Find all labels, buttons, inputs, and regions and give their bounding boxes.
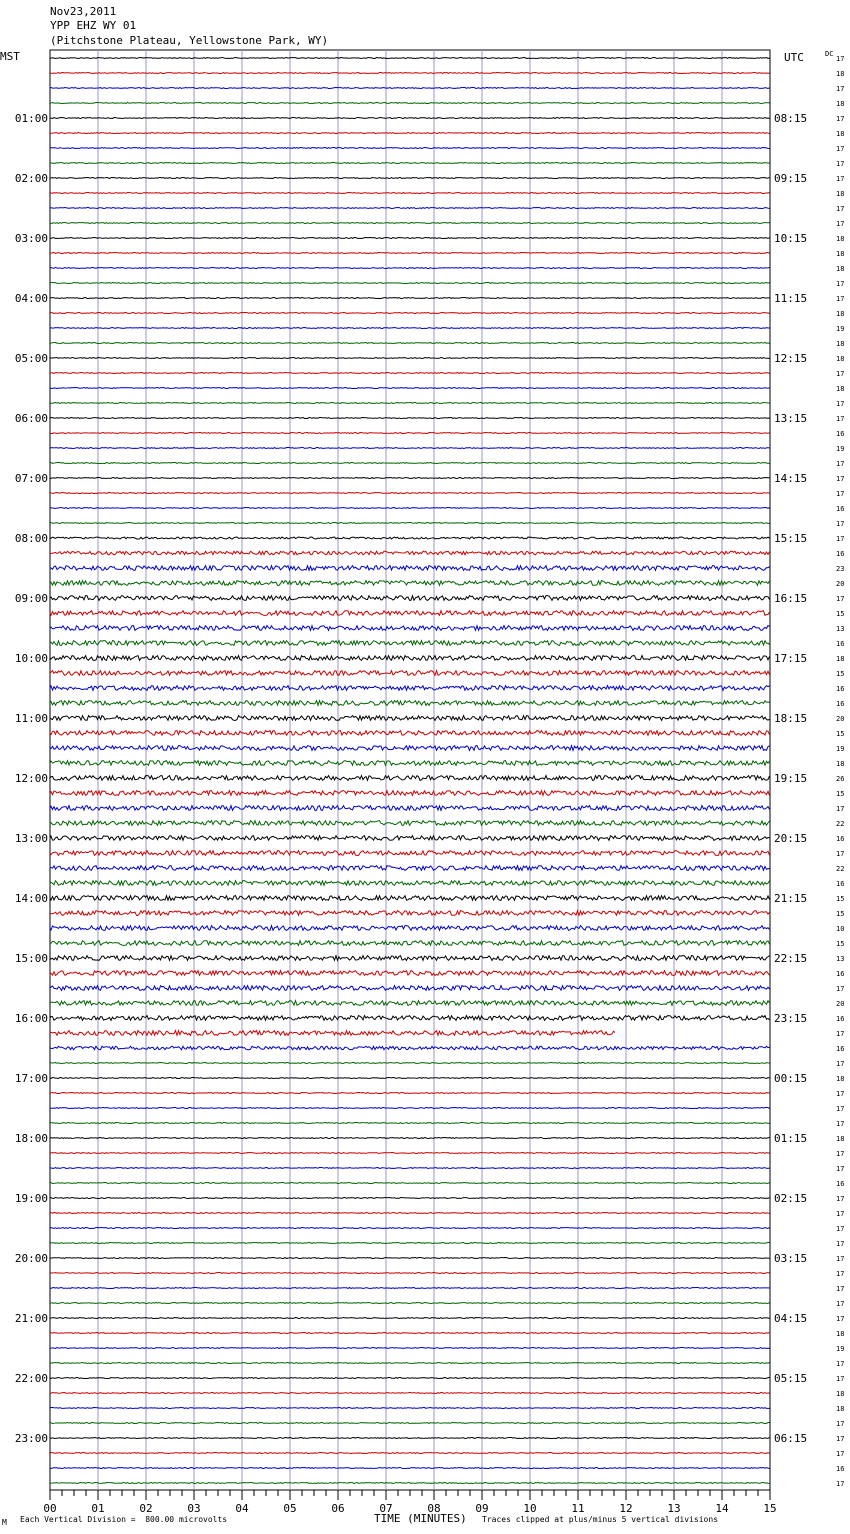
trace-line (50, 611, 770, 616)
trace-line (50, 1183, 770, 1184)
dc-offset-label: 18 (836, 1390, 845, 1398)
dc-offset-label: 18 (836, 310, 845, 318)
trace-line (50, 1393, 770, 1394)
dc-offset-label: 23 (836, 565, 845, 573)
trace-line (50, 746, 770, 751)
trace-line (50, 581, 770, 586)
trace-line (50, 566, 770, 571)
trace-line (50, 671, 770, 676)
station-location: (Pitchstone Plateau, Yellowstone Park, WY) (50, 34, 329, 47)
scale-note: Each Vertical Division = 800.00 microvolts (20, 1515, 228, 1524)
dc-offset-label: 15 (836, 670, 845, 678)
trace-line (50, 761, 770, 766)
mst-hour-label: 16:00 (14, 1012, 48, 1025)
trace-line (50, 896, 770, 901)
station-code: YPP EHZ WY 01 (50, 19, 137, 32)
dc-offset-label: 17 (836, 460, 845, 468)
mst-hour-label: 09:00 (14, 592, 48, 605)
x-tick-label: 06 (331, 1502, 345, 1515)
x-tick-label: 07 (379, 1502, 393, 1515)
trace-line (50, 596, 770, 601)
trace-line (50, 223, 770, 224)
dc-offset-label: 17 (836, 1120, 845, 1128)
dc-offset-label: 18 (836, 355, 845, 363)
dc-offset-label: 17 (836, 1420, 845, 1428)
utc-hour-label: 14:15 (774, 472, 808, 485)
dc-offset-label: 15 (836, 910, 845, 918)
trace-line (50, 268, 770, 269)
utc-hour-label: 22:15 (774, 952, 808, 965)
x-tick-label: 12 (619, 1502, 633, 1515)
x-tick-label: 09 (475, 1502, 489, 1515)
dc-offset-label: 18 (836, 250, 845, 258)
dc-offset-label: 15 (836, 730, 845, 738)
trace-line (50, 118, 770, 119)
dc-offset-label: 17 (836, 1315, 845, 1323)
utc-hour-label: 23:15 (774, 1012, 808, 1025)
dc-offset-label: 16 (836, 700, 845, 708)
dc-offset-label: 17 (836, 1375, 845, 1383)
trace-line (50, 1213, 770, 1214)
trace-line (50, 1423, 770, 1424)
trace-line (50, 463, 770, 464)
trace-line (50, 523, 770, 524)
x-axis-label: TIME (MINUTES) (374, 1512, 467, 1525)
utc-hour-label: 16:15 (774, 592, 808, 605)
mst-hour-label: 05:00 (14, 352, 48, 365)
trace-line (50, 238, 770, 239)
mst-hour-label: 18:00 (14, 1132, 48, 1145)
dc-offset-label: 17 (836, 1105, 845, 1113)
x-tick-label: 04 (235, 1502, 249, 1515)
trace-line (50, 418, 770, 419)
dc-offset-label: 17 (836, 280, 845, 288)
dc-offset-label: 13 (836, 625, 845, 633)
trace-line (50, 971, 770, 976)
dc-offset-label: 17 (836, 145, 845, 153)
trace-line (50, 1063, 770, 1064)
dc-offset-label: 15 (836, 940, 845, 948)
trace-line (50, 1001, 770, 1006)
trace-line (50, 1243, 770, 1244)
trace-line (50, 493, 770, 494)
trace-line (50, 1093, 770, 1094)
mst-hour-label: 19:00 (14, 1192, 48, 1205)
dc-offset-label: 18 (836, 760, 845, 768)
dc-offset-label: 19 (836, 445, 845, 453)
dc-offset-label: 20 (836, 580, 845, 588)
mst-hour-label: 01:00 (14, 112, 48, 125)
x-tick-label: 01 (91, 1502, 105, 1515)
dc-offset-label: 15 (836, 895, 845, 903)
trace-line (50, 731, 770, 736)
trace-line (50, 911, 770, 916)
mst-hour-label: 21:00 (14, 1312, 48, 1325)
trace-line (50, 148, 770, 149)
utc-hour-label: 02:15 (774, 1192, 808, 1205)
x-tick-label: 13 (667, 1502, 681, 1515)
dc-offset-label: 17 (836, 520, 845, 528)
trace-line (50, 1258, 770, 1259)
trace-line (50, 986, 770, 991)
dc-offset-label: 17 (836, 850, 845, 858)
trace-line (50, 686, 770, 691)
trace-line (50, 313, 770, 314)
utc-hour-label: 10:15 (774, 232, 808, 245)
trace-line (50, 626, 770, 631)
dc-offset-label: 18 (836, 130, 845, 138)
utc-hour-label: 08:15 (774, 112, 808, 125)
dc-offset-label: 16 (836, 835, 845, 843)
dc-offset-label: 16 (836, 880, 845, 888)
dc-offset-label: 18 (836, 1330, 845, 1338)
x-tick-label: 08 (427, 1502, 441, 1515)
x-tick-label: 03 (187, 1502, 201, 1515)
trace-line (50, 1046, 770, 1050)
dc-offset-label: 17 (836, 1270, 845, 1278)
trace-line (50, 478, 770, 479)
dc-offset-label: 17 (836, 175, 845, 183)
trace-line (50, 1483, 770, 1484)
utc-hour-label: 00:15 (774, 1072, 808, 1085)
dc-offset-label: 17 (836, 220, 845, 228)
dc-offset-label: 18 (836, 1405, 845, 1413)
trace-line (50, 1168, 770, 1169)
mst-hour-label: 02:00 (14, 172, 48, 185)
utc-hour-label: 15:15 (774, 532, 808, 545)
trace-line (50, 1453, 770, 1454)
dc-offset-label: 22 (836, 820, 845, 828)
dc-offset-label: 16 (836, 1015, 845, 1023)
dc-offset-label: 10 (836, 925, 845, 933)
utc-hour-label: 11:15 (774, 292, 808, 305)
mst-hour-label: 15:00 (14, 952, 48, 965)
dc-offset-label: 16 (836, 1180, 845, 1188)
dc-offset-label: 17 (836, 1030, 845, 1038)
trace-line (50, 178, 770, 179)
trace-line (50, 1288, 770, 1289)
utc-hour-label: 20:15 (774, 832, 808, 845)
dc-offset-label: 16 (836, 970, 845, 978)
dc-offset-label: 17 (836, 535, 845, 543)
dc-offset-label: 26 (836, 775, 845, 783)
mst-hour-label: 14:00 (14, 892, 48, 905)
dc-offset-label: 17 (836, 490, 845, 498)
dc-offset-label: 17 (836, 400, 845, 408)
mst-hour-label: 03:00 (14, 232, 48, 245)
mst-hour-label: 17:00 (14, 1072, 48, 1085)
dc-offset-label: 18 (836, 655, 845, 663)
trace-line (50, 851, 770, 856)
dc-offset-label: 17 (836, 1435, 845, 1443)
trace-line (50, 133, 770, 134)
x-tick-label: 14 (715, 1502, 729, 1515)
utc-hour-label: 17:15 (774, 652, 808, 665)
trace-line (50, 1153, 770, 1154)
trace-line (50, 253, 770, 254)
trace-line (50, 926, 770, 931)
dc-offset-label: 18 (836, 235, 845, 243)
dc-offset-label: 17 (836, 160, 845, 168)
trace-line (50, 193, 770, 194)
trace-line (50, 776, 770, 781)
dc-offset-label: 17 (836, 370, 845, 378)
mst-hour-label: 10:00 (14, 652, 48, 665)
mst-hour-label: 11:00 (14, 712, 48, 725)
trace-line (50, 1273, 770, 1274)
clip-note: Traces clipped at plus/minus 5 vertical divisions (482, 1515, 719, 1524)
dc-offset-label: 17 (836, 1150, 845, 1158)
dc-offset-label: 18 (836, 190, 845, 198)
dc-offset-label: 19 (836, 1345, 845, 1353)
dc-offset-label: 17 (836, 115, 845, 123)
dc-offset-label: 20 (836, 1000, 845, 1008)
dc-offset-label: 18 (836, 340, 845, 348)
dc-offset-label: 18 (836, 1135, 845, 1143)
dc-offset-label: 16 (836, 1465, 845, 1473)
dc-offset-label: 18 (836, 1075, 845, 1083)
dc-offset-label: 17 (836, 1285, 845, 1293)
dc-offset-label: 13 (836, 955, 845, 963)
dc-offset-label: 17 (836, 85, 845, 93)
trace-line (50, 1138, 770, 1139)
dc-offset-label: 17 (836, 295, 845, 303)
dc-offset-label: 17 (836, 205, 845, 213)
trace-line (50, 1303, 770, 1304)
trace-line (50, 821, 770, 826)
footer-left-mark: M (2, 1518, 7, 1527)
dc-offset-label: 17 (836, 1195, 845, 1203)
trace-line (50, 701, 770, 706)
trace-line (50, 1378, 770, 1379)
right-axis-title: UTC (784, 51, 804, 64)
trace-line (50, 403, 770, 404)
dc-offset-label: 17 (836, 475, 845, 483)
mst-hour-label: 23:00 (14, 1432, 48, 1445)
dc-offset-label: 17 (836, 1240, 845, 1248)
trace-line (50, 866, 770, 871)
trace-line (50, 1318, 770, 1319)
trace-line (50, 343, 770, 344)
trace-line (50, 641, 770, 646)
dc-label: DC (825, 50, 834, 58)
dc-offset-label: 22 (836, 865, 845, 873)
trace-line (50, 73, 770, 74)
dc-offset-label: 18 (836, 385, 845, 393)
dc-offset-label: 17 (836, 805, 845, 813)
trace-line (50, 373, 770, 374)
trace-line (50, 836, 770, 841)
trace-line (50, 1123, 770, 1124)
trace-line (50, 956, 770, 961)
utc-hour-label: 09:15 (774, 172, 808, 185)
trace-line (50, 791, 770, 796)
dc-offset-label: 16 (836, 550, 845, 558)
trace-line (50, 1078, 770, 1079)
trace-line (50, 881, 770, 886)
dc-offset-label: 15 (836, 610, 845, 618)
utc-hour-label: 06:15 (774, 1432, 808, 1445)
trace-line (50, 508, 770, 509)
trace-line (50, 1363, 770, 1364)
mst-hour-label: 07:00 (14, 472, 48, 485)
trace-line (50, 433, 770, 434)
dc-offset-label: 19 (836, 325, 845, 333)
dc-offset-label: 17 (836, 1225, 845, 1233)
x-tick-label: 02 (139, 1502, 153, 1515)
utc-hour-label: 03:15 (774, 1252, 808, 1265)
trace-line (50, 208, 770, 209)
dc-offset-label: 17 (836, 1165, 845, 1173)
utc-hour-label: 05:15 (774, 1372, 808, 1385)
mst-hour-label: 12:00 (14, 772, 48, 785)
utc-hour-label: 13:15 (774, 412, 808, 425)
mst-hour-label: 20:00 (14, 1252, 48, 1265)
dc-offset-label: 17 (836, 1300, 845, 1308)
dc-offset-label: 20 (836, 715, 845, 723)
trace-line (50, 328, 770, 329)
trace-line (50, 1468, 770, 1469)
trace-line (50, 537, 770, 539)
trace-line (50, 1016, 770, 1021)
trace-line (50, 1198, 770, 1199)
dc-offset-label: 17 (836, 1480, 845, 1488)
dc-offset-label: 17 (836, 1255, 845, 1263)
utc-hour-label: 04:15 (774, 1312, 808, 1325)
dc-offset-label: 17 (836, 1060, 845, 1068)
trace-line (50, 1108, 770, 1109)
trace-line (50, 1408, 770, 1409)
dc-offset-label: 16 (836, 430, 845, 438)
trace-line (50, 103, 770, 104)
trace-line (50, 806, 770, 811)
x-tick-label: 11 (571, 1502, 585, 1515)
trace-line (50, 1333, 770, 1334)
mst-hour-label: 22:00 (14, 1372, 48, 1385)
x-tick-label: 05 (283, 1502, 297, 1515)
trace-line (50, 163, 770, 164)
trace-line (50, 551, 770, 555)
dc-offset-label: 15 (836, 790, 845, 798)
dc-offset-label: 18 (836, 100, 845, 108)
dc-offset-label: 17 (836, 985, 845, 993)
trace-line (50, 388, 770, 389)
dc-offset-label: 17 (836, 595, 845, 603)
mst-hour-label: 08:00 (14, 532, 48, 545)
dc-offset-label: 17 (836, 415, 845, 423)
trace-line (50, 1438, 770, 1439)
dc-offset-label: 18 (836, 265, 845, 273)
trace-line (50, 941, 770, 946)
mst-hour-label: 13:00 (14, 832, 48, 845)
dc-offset-label: 19 (836, 745, 845, 753)
left-axis-title: MST (0, 50, 20, 63)
trace-line (50, 58, 770, 59)
plot-date: Nov23,2011 (50, 5, 117, 18)
trace-line (50, 448, 770, 449)
dc-offset-label: 17 (836, 1090, 845, 1098)
trace-line (50, 1348, 770, 1349)
trace-line (50, 1228, 770, 1229)
utc-hour-label: 21:15 (774, 892, 808, 905)
trace-line (50, 283, 770, 284)
utc-hour-label: 01:15 (774, 1132, 808, 1145)
trace-line (50, 358, 770, 359)
mst-hour-label: 04:00 (14, 292, 48, 305)
mst-hour-label: 06:00 (14, 412, 48, 425)
trace-line (50, 656, 770, 661)
dc-offset-label: 16 (836, 685, 845, 693)
trace-line (50, 298, 770, 299)
x-tick-label: 15 (763, 1502, 777, 1515)
trace-line (50, 716, 770, 721)
dc-offset-label: 17 (836, 1450, 845, 1458)
dc-offset-label: 17 (836, 1360, 845, 1368)
dc-offset-label: 17 (836, 55, 845, 63)
dc-offset-label: 16 (836, 1045, 845, 1053)
dc-offset-label: 17 (836, 1210, 845, 1218)
x-tick-label: 10 (523, 1502, 537, 1515)
utc-hour-label: 19:15 (774, 772, 808, 785)
dc-offset-label: 16 (836, 640, 845, 648)
utc-hour-label: 18:15 (774, 712, 808, 725)
plot-frame (50, 50, 770, 1490)
dc-offset-label: 16 (836, 505, 845, 513)
utc-hour-label: 12:15 (774, 352, 808, 365)
dc-offset-label: 18 (836, 70, 845, 78)
x-tick-label: 00 (43, 1502, 57, 1515)
trace-line (50, 88, 770, 89)
